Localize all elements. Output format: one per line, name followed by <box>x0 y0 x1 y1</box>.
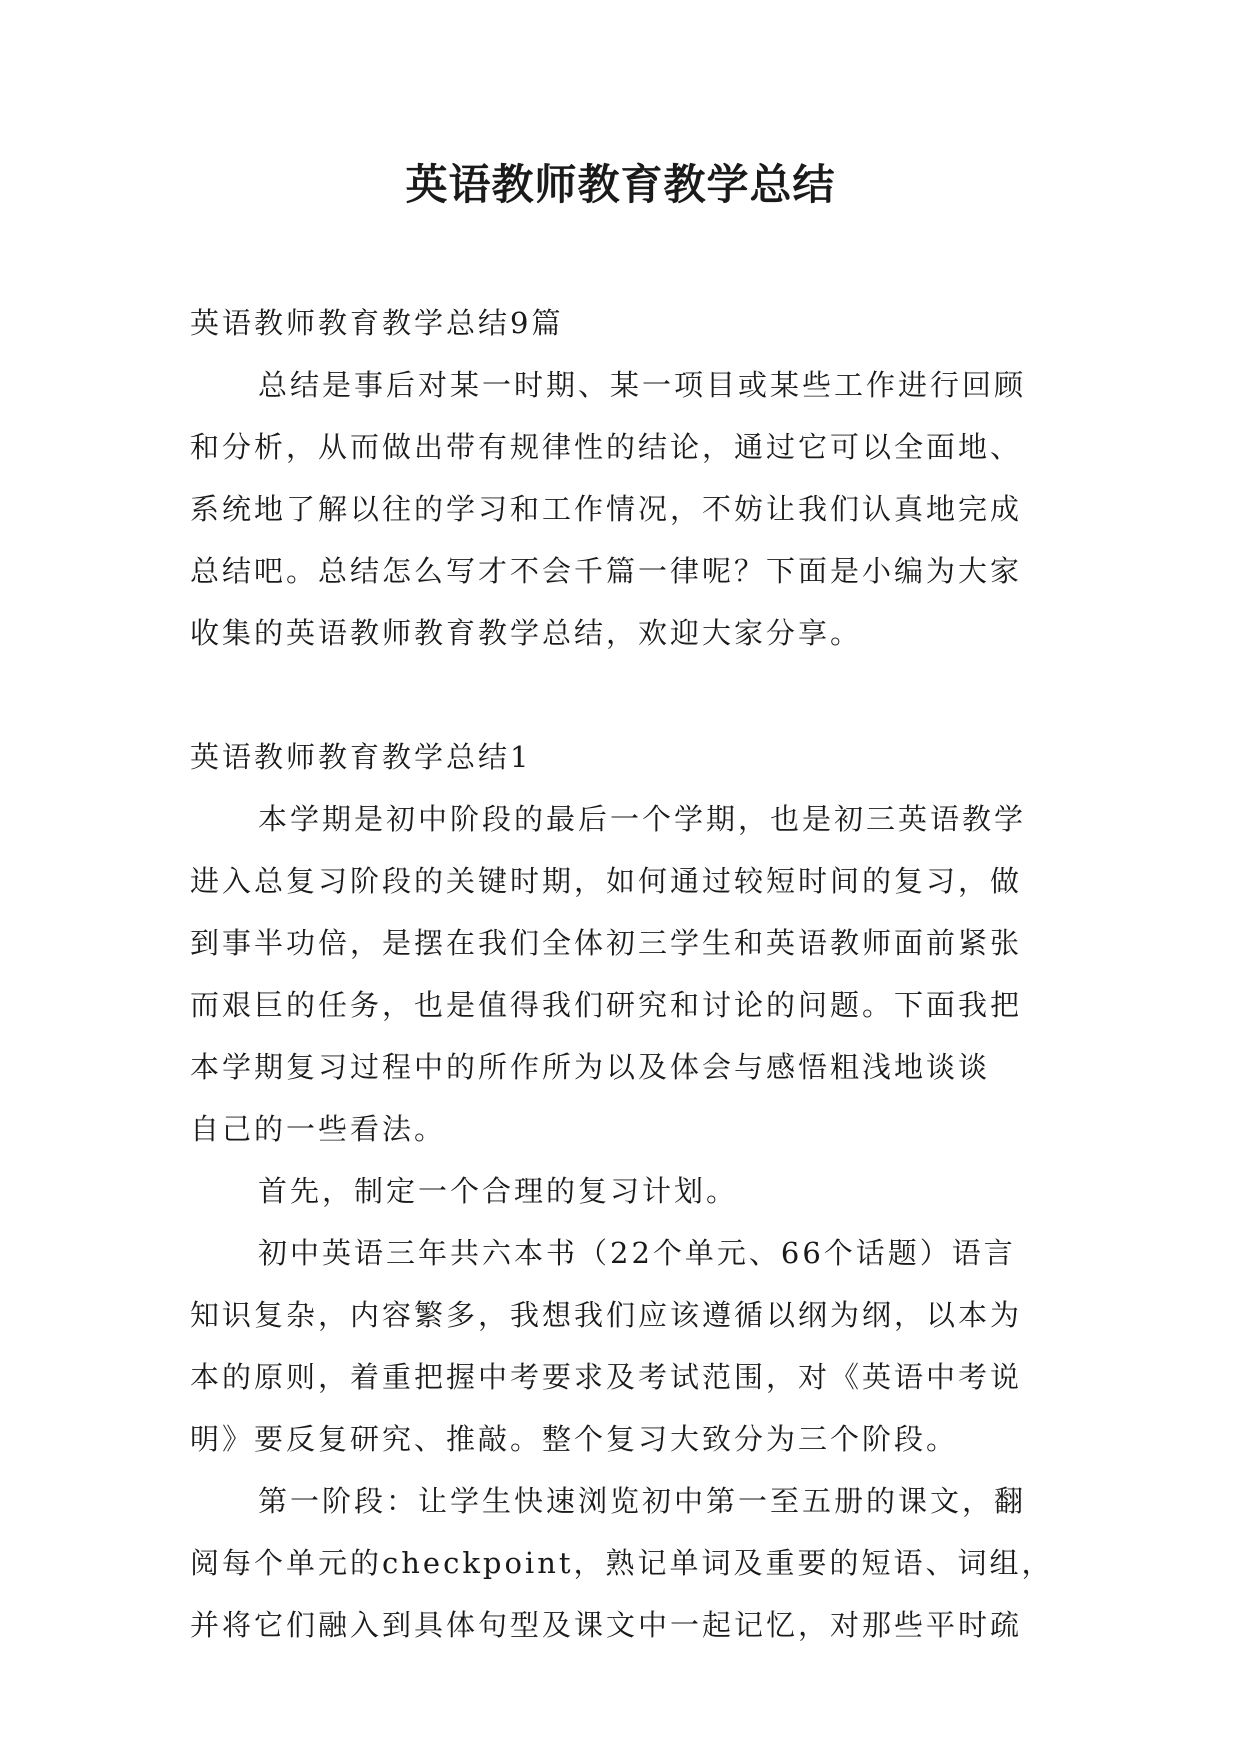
body-paragraph-line: 初中英语三年共六本书（22个单元、66个话题）语言 <box>258 1236 1016 1270</box>
body-paragraph-line: 进入总复习阶段的关键时期，如何通过较短时间的复习，做 <box>190 864 1023 898</box>
body-paragraph-line: 阅每个单元的checkpoint，熟记单词及重要的短语、词组， <box>190 1546 1054 1580</box>
intro-paragraph-line: 收集的英语教师教育教学总结，欢迎大家分享。 <box>190 616 863 650</box>
body-paragraph-line: 本学期复习过程中的所作所为以及体会与感悟粗浅地谈谈 <box>190 1050 991 1084</box>
intro-paragraph-line: 总结是事后对某一时期、某一项目或某些工作进行回顾 <box>258 368 1027 402</box>
section-gap <box>190 664 1075 726</box>
subtitle-line: 英语教师教育教学总结9篇 <box>190 306 564 340</box>
intro-paragraph-line: 系统地了解以往的学习和工作情况，不妨让我们认真地完成 <box>190 492 1023 526</box>
body-paragraph-line: 自己的一些看法。 <box>190 1112 447 1146</box>
body-paragraph-line: 首先，制定一个合理的复习计划。 <box>258 1174 739 1208</box>
body-paragraph-line: 本的原则，着重把握中考要求及考试范围，对《英语中考说 <box>190 1360 1023 1394</box>
intro-paragraph-line: 总结吧。总结怎么写才不会千篇一律呢？下面是小编为大家 <box>190 554 1023 588</box>
section-heading: 英语教师教育教学总结1 <box>190 740 532 774</box>
body-paragraph-line: 知识复杂，内容繁多，我想我们应该遵循以纲为纲，以本为 <box>190 1298 1023 1332</box>
body-paragraph-line: 明》要反复研究、推敲。整个复习大致分为三个阶段。 <box>190 1422 959 1456</box>
intro-paragraph-line: 和分析，从而做出带有规律性的结论，通过它可以全面地、 <box>190 430 1023 464</box>
body-paragraph-line: 并将它们融入到具体句型及课文中一起记忆，对那些平时疏 <box>190 1608 1023 1642</box>
body-paragraph-line: 到事半功倍，是摆在我们全体初三学生和英语教师面前紧张 <box>190 926 1023 960</box>
document-title: 英语教师教育教学总结 <box>405 160 836 209</box>
body-paragraph-line: 第一阶段：让学生快速浏览初中第一至五册的课文，翻 <box>258 1484 1027 1518</box>
document-body <box>190 292 1075 1656</box>
body-paragraph-line: 而艰巨的任务，也是值得我们研究和讨论的问题。下面我把 <box>190 988 1023 1022</box>
body-paragraph-line: 本学期是初中阶段的最后一个学期，也是初三英语教学 <box>258 802 1027 836</box>
